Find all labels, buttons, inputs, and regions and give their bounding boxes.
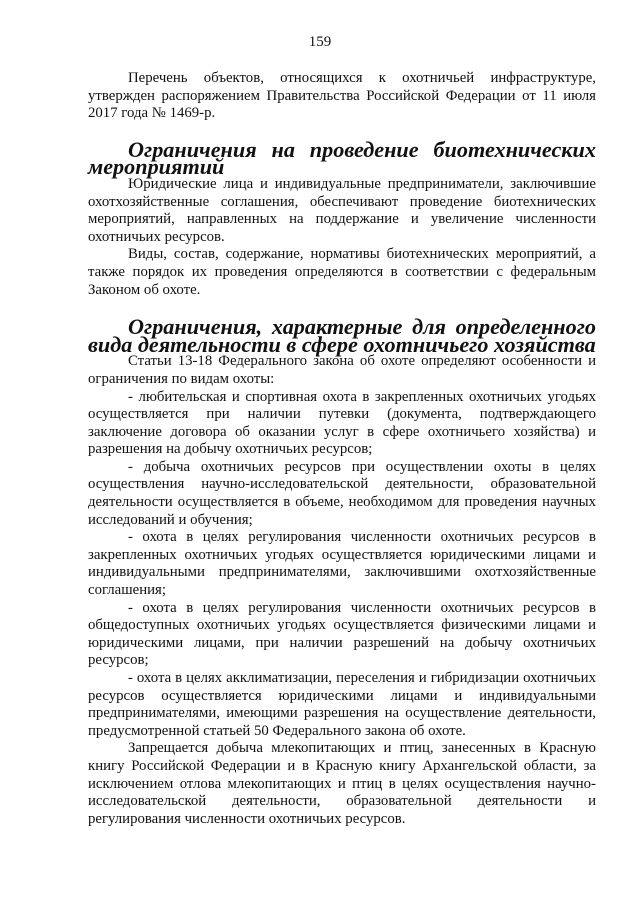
list-item: - охота в целях регулирования численности охотничьих ресурсов в общедоступных охотничьих угодьях осуществляется физическими лицами и юридическими лицами, при наличии разрешений на добычу охотничьих ресурсов; (88, 599, 596, 669)
list-item: - добыча охотничьих ресурсов при осуществлении охоты в целях осуществления научно-исследовательской деятельности, образовательной деятельности осуществляется в объеме, необходимом для проведения научных исследований и обучения; (88, 458, 596, 528)
section1-paragraph: Виды, состав, содержание, нормативы биотехнических мероприятий, а также порядок их проведения определяются в соответствии с федеральным Законом об охоте. (88, 246, 596, 298)
section-heading-activity-restrictions: Ограничения, характерные для определенного вида деятельности в сфере охотничьего хозяйства (88, 314, 596, 357)
closing-paragraph: Запрещается добыча млекопитающих и птиц, занесенных в Красную книгу Российской Федерации и в Красную книгу Архангельской области, за исключением отлова млекопитающих и птиц в целях осуществления научно-исследовательской деятельности, образовательной деятельности и регулирования численности охотничьих ресурсов. (88, 740, 596, 827)
page-number: 159 (308, 34, 332, 50)
section2-intro-paragraph: Статьи 13-18 Федерального закона об охоте определяют особенности и ограничения по видам охоты: (88, 353, 596, 387)
page-content (88, 70, 596, 828)
intro-paragraph: Перечень объектов, относящихся к охотничьей инфраструктуре, утвержден распоряжением Правительства Российской Федерации от 11 июля 2017 года № 1469-р. (88, 70, 596, 122)
list-item: - охота в целях акклиматизации, переселения и гибридизации охотничьих ресурсов осуществляется юридическими лицами и индивидуальными предпринимателями, имеющими разрешения на осуществление деятельности, предусмотренной статьей 50 Федерального закона об охоте. (88, 670, 596, 739)
list-item: - любительская и спортивная охота в закрепленных охотничьих угодьях осуществляется при наличии путевки (документа, подтверждающего заключение договора об оказании услуг в сфере охотничьего хозяйства) и разрешения на добычу охотничьих ресурсов; (88, 388, 596, 458)
list-item: - охота в целях регулирования численности охотничьих ресурсов в закрепленных охотничьих угодьях осуществляется юридическими лицами и индивидуальными предпринимателями, заключившими охотхозяйственные соглашения; (88, 529, 596, 599)
section-heading-biotechnical: Ограничения на проведение биотехнических мероприятий (88, 136, 596, 180)
section1-paragraph: Юридические лица и индивидуальные предприниматели, заключившие охотхозяйственные соглашения, обеспечивают проведение биотехнических мероприятий, направленных на поддержание и увеличение численности охотничьих ресурсов. (88, 175, 596, 245)
